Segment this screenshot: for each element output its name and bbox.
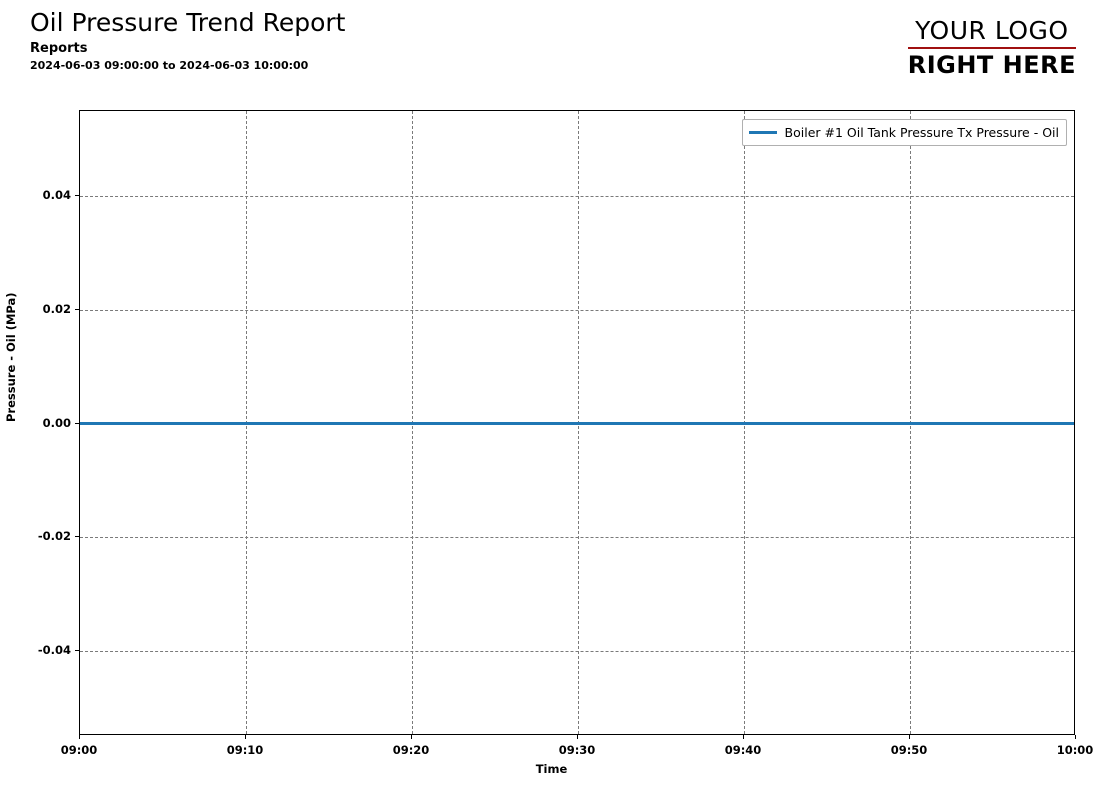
y-tick-label: 0.00 bbox=[42, 415, 71, 430]
x-tick-mark bbox=[1075, 735, 1076, 739]
logo bbox=[908, 16, 1076, 79]
y-tick-label: 0.04 bbox=[42, 188, 71, 203]
chart-plot-area bbox=[79, 110, 1075, 735]
y-tick-label: -0.04 bbox=[37, 642, 71, 657]
x-tick-label: 09:00 bbox=[60, 743, 98, 757]
x-tick-mark bbox=[411, 735, 412, 739]
legend-series-label: Boiler #1 Oil Tank Pressure Tx Pressure - Oil bbox=[784, 125, 1059, 140]
x-tick-label: 09:50 bbox=[890, 743, 928, 757]
y-tick-mark bbox=[75, 195, 79, 196]
x-tick-mark bbox=[245, 735, 246, 739]
gridline-horizontal bbox=[80, 651, 1074, 652]
y-tick-mark bbox=[75, 423, 79, 424]
gridline-horizontal bbox=[80, 310, 1074, 311]
x-tick-mark bbox=[79, 735, 80, 739]
logo-divider bbox=[908, 47, 1076, 49]
chart-legend bbox=[742, 119, 1067, 146]
y-tick-label: -0.02 bbox=[37, 529, 71, 544]
report-time-range: 2024-06-03 09:00:00 to 2024-06-03 10:00:00 bbox=[30, 59, 309, 72]
title-block bbox=[30, 8, 345, 73]
logo-top-text: YOUR LOGO bbox=[915, 16, 1069, 45]
x-tick-label: 09:10 bbox=[226, 743, 264, 757]
y-tick-mark bbox=[75, 309, 79, 310]
y-tick-mark bbox=[75, 650, 79, 651]
x-tick-label: 09:30 bbox=[558, 743, 596, 757]
x-tick-label: 09:20 bbox=[392, 743, 430, 757]
x-tick-label: 10:00 bbox=[1056, 743, 1094, 757]
report-header bbox=[0, 0, 1103, 100]
y-axis-label: Pressure - Oil (MPa) bbox=[4, 292, 18, 422]
y-tick-mark bbox=[75, 536, 79, 537]
report-category: Reports bbox=[30, 41, 88, 56]
x-axis-label: Time bbox=[535, 762, 568, 776]
gridline-horizontal bbox=[80, 537, 1074, 538]
gridline-horizontal bbox=[80, 196, 1074, 197]
legend-line-swatch bbox=[749, 131, 777, 134]
plot-canvas bbox=[80, 111, 1074, 734]
page-title: Oil Pressure Trend Report bbox=[30, 8, 346, 37]
x-tick-label: 09:40 bbox=[724, 743, 762, 757]
y-tick-label: 0.02 bbox=[42, 301, 71, 316]
x-tick-mark bbox=[577, 735, 578, 739]
series-line bbox=[80, 422, 1074, 425]
x-tick-mark bbox=[743, 735, 744, 739]
x-tick-mark bbox=[909, 735, 910, 739]
logo-bottom-text: RIGHT HERE bbox=[907, 51, 1076, 79]
